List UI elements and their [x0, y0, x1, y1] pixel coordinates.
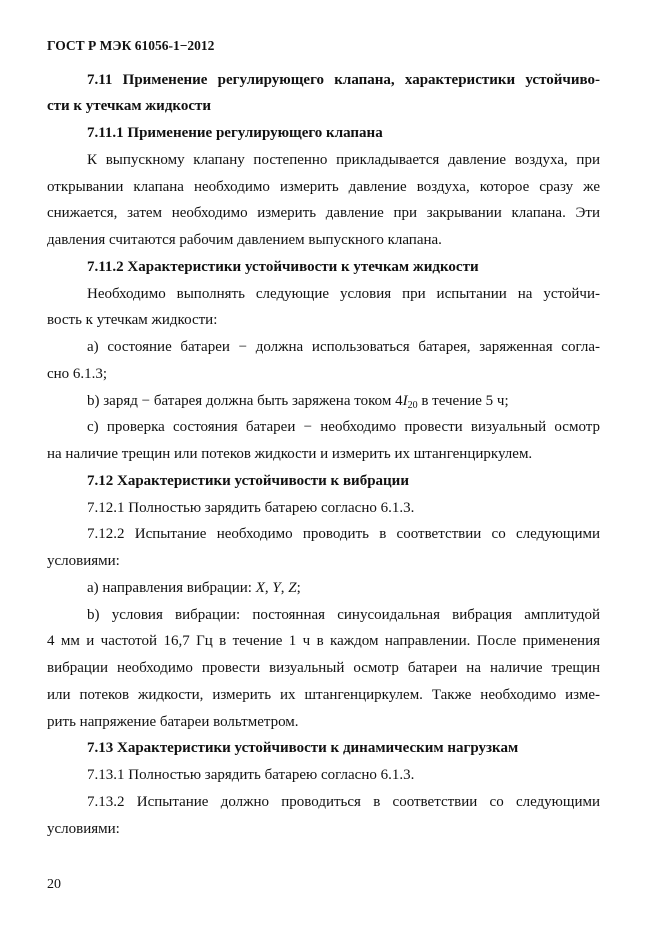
text-line: снижается, затем необходимо измерить давление при закрывании клапана. Эти — [47, 205, 600, 222]
text-line: 7.13.2 Испытание должно проводиться в соответствии со следующими — [87, 793, 600, 810]
axis-x: X — [255, 579, 265, 596]
text-line: или потеков жидкости, измерить их штангенциркулем. Также необходимо изме- — [47, 686, 600, 703]
text-span: в течение 5 ч; — [417, 392, 509, 409]
heading-7-12: 7.12 Характеристики устойчивости к вибрации — [87, 472, 409, 489]
formula-subscript: 20 — [407, 399, 418, 411]
text-line: на наличие трещин или потеков жидкости и измерить их штангенциркулем. — [47, 446, 533, 463]
heading-7-11-1: 7.11.1 Применение регулирующего клапана — [87, 125, 383, 142]
text-line: Необходимо выполнять следующие условия при испытании на устойчи- — [87, 285, 600, 302]
text-line: давления считаются рабочим давлением выпускного клапана. — [47, 232, 442, 249]
text-line: открывании клапана необходимо измерить давление воздуха, которое сразу же — [47, 178, 600, 195]
list-item-a: а) направления вибрации: X, Y, Z; — [87, 579, 301, 596]
list-item-b — [47, 388, 600, 415]
list-item-b: b) условия вибрации: постоянная синусоидальная вибрация амплитудой — [87, 606, 600, 623]
text-span: а) направления вибрации: — [87, 579, 256, 596]
text-line: условиями: — [47, 553, 120, 570]
document-header: ГОСТ Р МЭК 61056-1−2012 — [47, 38, 215, 53]
formula-current: I — [402, 392, 408, 409]
heading-7-11-2: 7.11.2 Характеристики устойчивости к утечкам жидкости — [87, 258, 479, 275]
list-item-a: а) состояние батареи − должна использоваться батарея, заряженная согла- — [87, 339, 600, 356]
text-line: 7.12.1 Полностью зарядить батарею согласно 6.1.3. — [87, 499, 415, 516]
heading-7-11: 7.11 Применение регулирующего клапана, характеристики устойчиво- — [87, 71, 600, 88]
text-line: 7.12.2 Испытание необходимо проводить в соответствии со следующими — [87, 526, 600, 543]
text-span: b) заряд − батарея должна быть заряжена током — [87, 392, 396, 409]
text-line: вость к утечкам жидкости: — [47, 312, 218, 329]
heading-7-13: 7.13 Характеристики устойчивости к динамическим нагрузкам — [87, 740, 519, 757]
formula-coefficient: 4 — [395, 392, 403, 409]
text-line: сно 6.1.3; — [47, 365, 108, 382]
text-line: 4 мм и частотой 16,7 Гц в течение 1 ч в каждом направлении. После применения — [47, 633, 600, 650]
page-number: 20 — [47, 877, 61, 892]
text-line: условиями: — [47, 820, 120, 837]
list-item-c: с) проверка состояния батареи − необходимо провести визуальный осмотр — [87, 419, 600, 436]
axis-z: Z — [288, 579, 297, 596]
axis-y: Y — [272, 579, 281, 596]
text-line: 7.13.1 Полностью зарядить батарею согласно 6.1.3. — [87, 767, 415, 784]
heading-7-11-cont: сти к утечкам жидкости — [47, 98, 212, 115]
text-line: вибрации необходимо провести визуальный осмотр батареи на наличие трещин — [47, 660, 600, 677]
document-body — [47, 67, 600, 843]
text-line: К выпускному клапану постепенно прикладывается давление воздуха, при — [87, 151, 600, 168]
text-line: рить напряжение батареи вольтметром. — [47, 713, 299, 730]
